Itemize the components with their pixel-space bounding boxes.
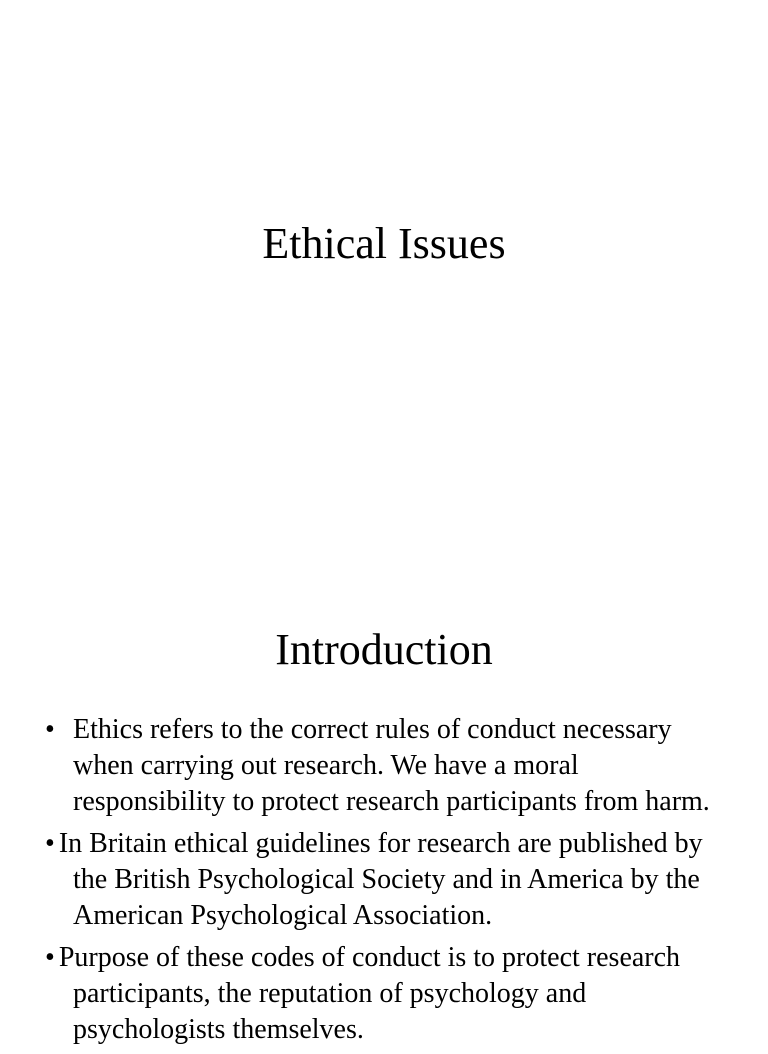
slide-introduction: [0, 576, 768, 1045]
bullet-list: [0, 712, 768, 1054]
bullet-item: [0, 826, 768, 934]
slide-title: Ethical Issues: [262, 219, 506, 268]
bullet-dot-icon: •: [45, 828, 55, 859]
bullet-item: [0, 940, 768, 1048]
bullet-dot-icon: •: [45, 714, 55, 745]
bullet-text: Ethics refers to the correct rules of conduct necessary when carrying out research. We have a moral responsibility to protect research participants from harm.: [73, 714, 710, 817]
slide-heading: Introduction: [275, 625, 493, 674]
bullet-text: In Britain ethical guidelines for research are published by the British Psychological Society and in America by the American Psychological Association.: [58, 828, 703, 931]
bullet-dot-icon: •: [45, 942, 55, 973]
bullet-item: [0, 712, 768, 820]
bullet-text: Purpose of these codes of conduct is to protect research participants, the reputation of psychology and psychologists themselves.: [58, 942, 681, 1045]
